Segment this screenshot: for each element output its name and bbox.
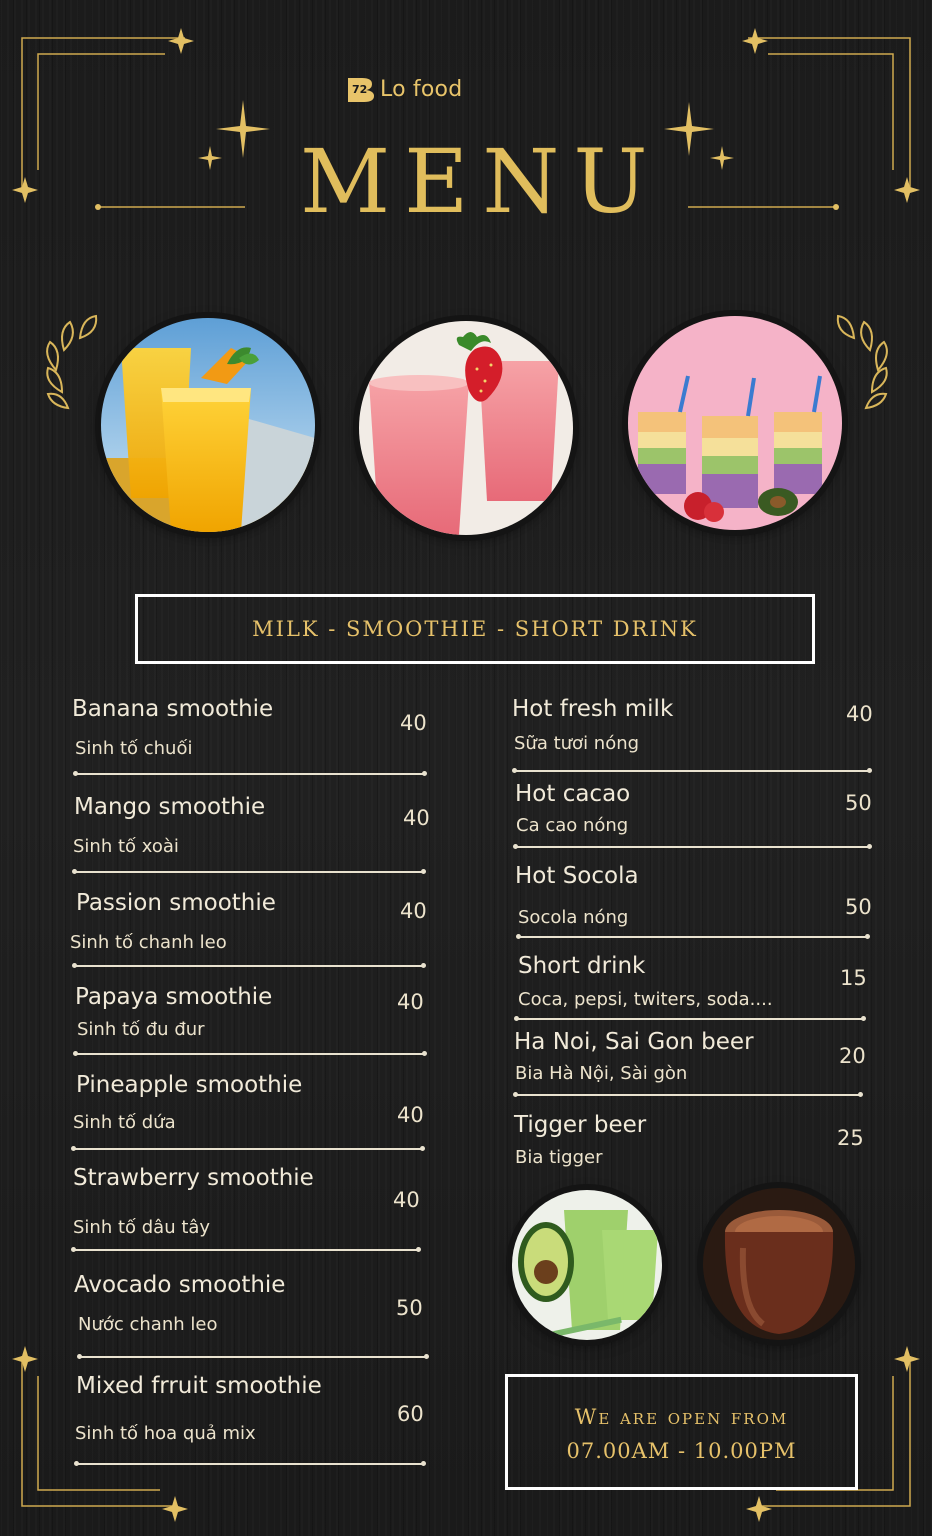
opening-hours-box (505, 1374, 858, 1490)
item-divider (74, 965, 424, 967)
item-price: 50 (396, 1296, 423, 1320)
svg-text:72: 72 (352, 83, 368, 96)
opening-hours-time: 07.00AM - 10.00PM (566, 1439, 797, 1463)
item-subtitle: Sinh tố dứa (73, 1112, 176, 1133)
item-subtitle: Coca, pepsi, twiters, soda.... (518, 989, 773, 1010)
item-name: Hot Socola (515, 863, 639, 889)
item-subtitle: Nước chanh leo (78, 1314, 218, 1335)
item-divider (515, 846, 870, 848)
item-name: Mixed frruit smoothie (76, 1373, 322, 1399)
item-divider (516, 1018, 864, 1020)
item-subtitle: Sữa tươi nóng (514, 733, 640, 754)
item-subtitle: Socola nóng (518, 907, 629, 928)
layered-smoothie-photo (628, 316, 842, 530)
brand (346, 76, 462, 102)
cocoa-drink-photo (703, 1188, 855, 1340)
brand-name: Lo food (380, 76, 463, 102)
item-price: 40 (400, 711, 427, 735)
item-divider (74, 871, 424, 873)
item-price: 40 (393, 1188, 420, 1212)
item-subtitle: Bia tigger (515, 1147, 603, 1168)
opening-hours-label: We are open from (574, 1405, 789, 1429)
item-price: 15 (840, 966, 867, 990)
item-price: 60 (397, 1402, 424, 1426)
item-subtitle: Sinh tố xoài (73, 836, 179, 857)
item-name: Short drink (518, 953, 646, 979)
item-subtitle: Ca cao nóng (516, 815, 629, 836)
item-divider (515, 1094, 861, 1096)
item-divider (514, 770, 870, 772)
item-name: Passion smoothie (76, 890, 276, 916)
section-banner (135, 594, 815, 664)
item-name: Pineapple smoothie (76, 1072, 303, 1098)
item-divider (73, 1249, 419, 1251)
item-divider (79, 1356, 427, 1358)
item-subtitle: Sinh tố đu đur (77, 1019, 205, 1040)
item-price: 50 (845, 895, 872, 919)
item-price: 40 (397, 990, 424, 1014)
avocado-smoothie-photo (512, 1190, 662, 1340)
item-divider (76, 1463, 424, 1465)
item-subtitle: Sinh tố chanh leo (70, 932, 227, 953)
section-title: MILK - SMOOTHIE - SHORT DRINK (252, 617, 698, 641)
item-divider (75, 1053, 425, 1055)
mango-smoothie-photo (101, 318, 315, 532)
item-name: Mango smoothie (74, 794, 266, 820)
item-price: 20 (839, 1044, 866, 1068)
item-subtitle: Sinh tố chuối (75, 738, 193, 759)
item-name: Ha Noi, Sai Gon beer (514, 1029, 754, 1055)
item-price: 40 (397, 1103, 424, 1127)
item-name: Hot fresh milk (512, 696, 674, 722)
item-name: Strawberry smoothie (73, 1165, 314, 1191)
page-title: MENU (300, 130, 662, 233)
item-subtitle: Sinh tố dâu tây (73, 1217, 211, 1238)
item-price: 50 (845, 791, 872, 815)
item-subtitle: Bia Hà Nội, Sài gòn (515, 1063, 688, 1084)
item-name: Hot cacao (515, 781, 631, 807)
lo-food-logo-icon (346, 76, 376, 102)
item-divider (75, 773, 425, 775)
item-price: 40 (846, 702, 873, 726)
item-name: Papaya smoothie (75, 984, 273, 1010)
item-price: 25 (837, 1126, 864, 1150)
strawberry-smoothie-photo (359, 321, 573, 535)
item-name: Banana smoothie (72, 696, 274, 722)
item-subtitle: Sinh tố hoa quả mix (75, 1423, 256, 1444)
item-name: Tigger beer (514, 1112, 647, 1138)
item-divider (518, 936, 868, 938)
item-name: Avocado smoothie (74, 1272, 286, 1298)
item-price: 40 (403, 806, 430, 830)
item-divider (73, 1148, 423, 1150)
item-price: 40 (400, 899, 427, 923)
